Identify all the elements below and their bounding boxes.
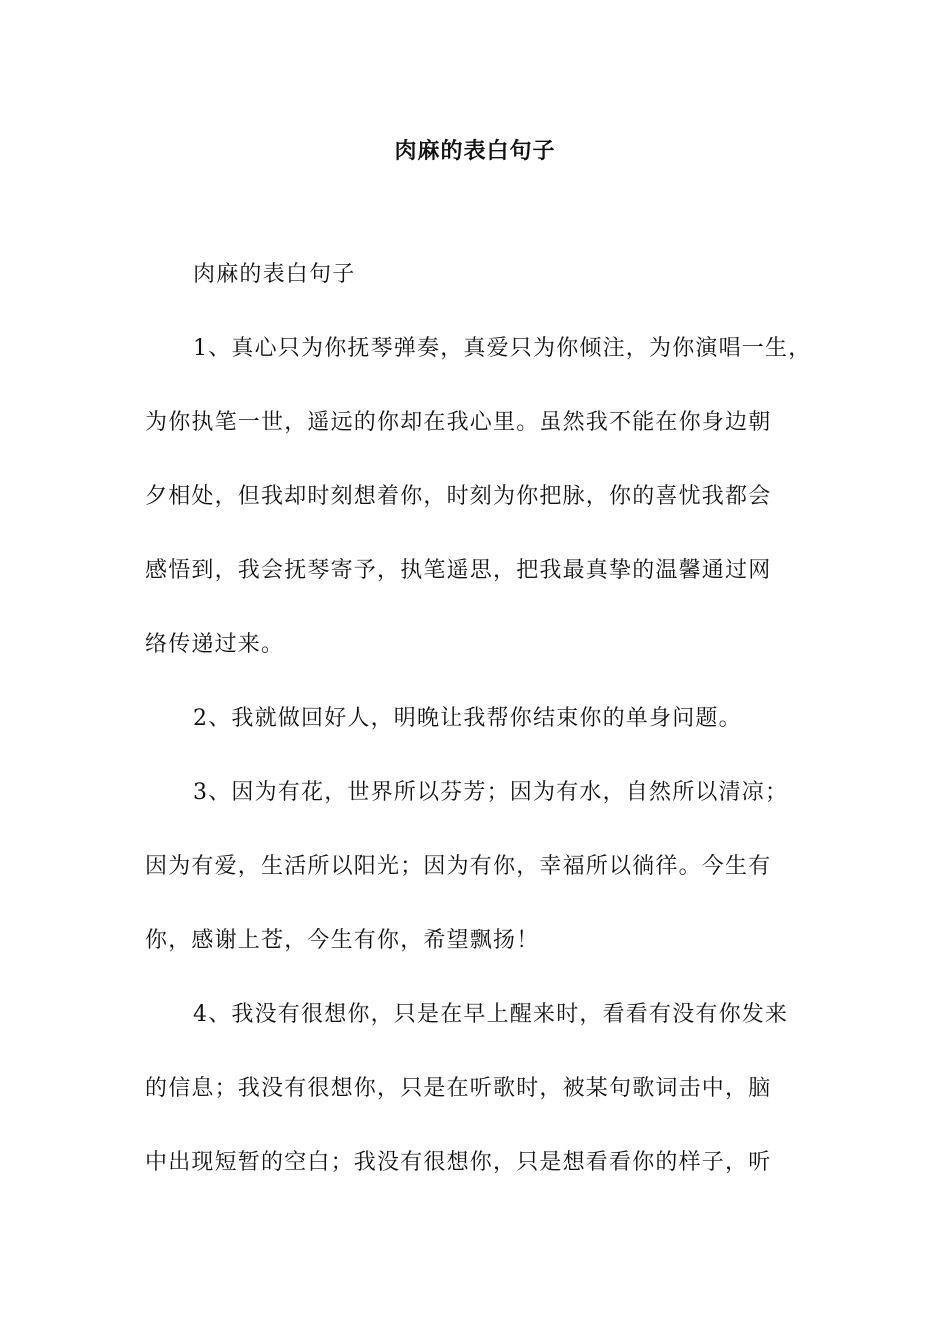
- document-title: 肉麻的表白句子: [394, 139, 556, 164]
- paragraph-line: 络传递过来。: [145, 632, 285, 657]
- body-heading: 肉麻的表白句子: [193, 262, 356, 287]
- paragraph-line: 感悟到，我会抚琴寄予，执笔遥思，把我最真挚的温馨通过网: [145, 558, 772, 583]
- paragraph-line: 为你执笔一世，遥远的你却在我心里。虽然我不能在你身边朝: [145, 410, 772, 435]
- paragraph-line: 因为有爱，生活所以阳光；因为有你，幸福所以徜徉。今生有: [145, 854, 772, 879]
- paragraph-line: 中出现短暂的空白；我没有很想你，只是想看看你的样子，听: [145, 1150, 772, 1175]
- paragraph-line: 你，感谢上苍，今生有你，希望飘扬！: [145, 928, 540, 953]
- paragraph-line: 1、真心只为你抚琴弹奏，真爱只为你倾注，为你演唱一生，: [193, 336, 812, 361]
- paragraph-line: 的信息；我没有很想你，只是在听歌时，被某句歌词击中，脑: [145, 1076, 772, 1101]
- paragraph-line: 夕相处，但我却时刻想着你，时刻为你把脉，你的喜忧我都会: [145, 484, 772, 509]
- document-body: [145, 256, 810, 1181]
- paragraph-line: 4、我没有很想你，只是在早上醒来时，看看有没有你发来: [193, 1002, 789, 1027]
- paragraph-line: 3、因为有花，世界所以芬芳；因为有水，自然所以清凉；: [193, 780, 789, 805]
- paragraph-line: 2、我就做回好人，明晚让我帮你结束你的单身问题。: [193, 706, 742, 731]
